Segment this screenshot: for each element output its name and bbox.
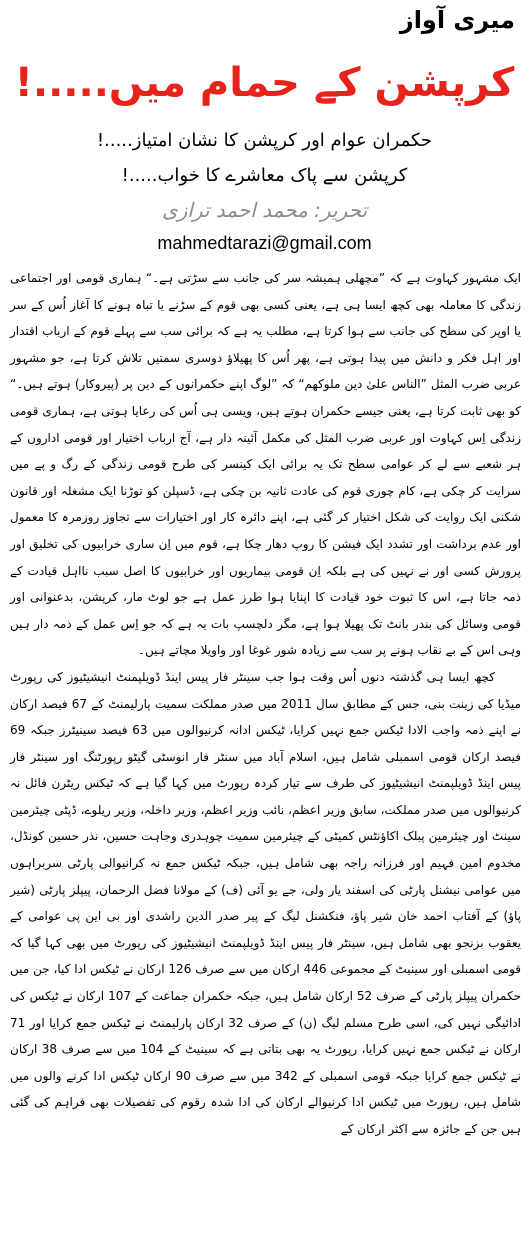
author-byline: تحریر: محمد احمد ترازی xyxy=(161,198,368,222)
subheadline-1: حکمران عوام اور کرپشن کا نشان امتیاز.....! xyxy=(96,130,433,151)
body-paragraph-2: کچھ ایسا ہی گذشتہ دنوں اُس وقت ہوا جب سینٹر فار پیس اینڈ ڈویلپمنٹ انیشیٹیوز کی رپورٹ میڈیا کی زینت بنی، جس کے مطابق سال 2011 میں صدر مملکت سمیت پارلیمنٹ کے 67 فیصد ارکان نے اپنے ذمہ واجب الادا ٹیکس جمع نہیں کرایا، ٹیکس ادانہ کرنیوالوں میں 63 فیصد سینیٹرز جبکہ 69 فیصد ارکان قومی اسمبلی شامل ہیں، اسلام آباد میں سنٹر فار انوسٹی گیٹو رپورٹنگ اور سینٹر فار پیس اینڈ ڈویلپمنٹ انیشیٹیوز کی طرف سے تیار کردہ رپورٹ میں کہا گیا ہے کہ ٹیکس ریٹرن فائل نہ کرنیوالوں میں صدر مملکت، سابق وزیر اعظم، نائب وزیر اعظم، وزیر داخلہ، وزیر ریلوے، ڈپٹی چیئرمین سینٹ اور چیئرمین پبلک اکاؤنٹس کمیٹی کے چیئرمین سمیت چوہدری وجاہت حسین، نذر حسین کونڈل، مخدوم امین فہیم اور فرزانہ راجہ بھی شامل ہیں، جبکہ ٹیکس جمع نہ کرانیوالی پارٹی سربراہوں میں عوامی نیشنل پارٹی کی اسفند یار ولی، جے یو آئی (ف) کے مولانا فضل الرحمان، پیپلز پارٹی (شیر پاؤ) کے آفتاب احمد خان شیر پاؤ، فنکشنل لیگ کے پیر صدر الدین راشدی اور بی این پی عوامی کے یعقوب بزنجو بھی شامل ہیں، سینٹر فار پیس اینڈ ڈویلپمنٹ انیشیٹیوز کی رپورٹ میں بھی کہا گیا کہ قومی اسمبلی اور سینیٹ کے مجموعی 446 ارکان میں سے صرف 126 ارکان نے ٹیکس ادا کیا، جن میں حکمران پیپلز پارٹی کے صرف 52 ارکان شامل ہیں، جبکہ حکمران جماعت کے 107 ارکان نے ٹیکس کی ادائیگی نہیں کی، اسی طرح مسلم لیگ (ن) کے صرف 32 ارکان پارلیمنٹ نے ٹیکس جمع کرایا اور 71 ارکان نے ٹیکس جمع نہیں کرایا، رپورٹ یہ بھی بتاتی ہے کہ سینیٹ کے 104 میں سے صرف 38 ارکان نے ٹیکس جمع کرایا جبکہ قومی اسمبلی کے 342 میں سے صرف 90 ارکان ٹیکس ادا کرنے والوں میں شامل ہیں، رپورٹ میں ٹیکس ادا کرنیوالے ارکان کی ادا شدہ رقوم کی تفصیلات بھی فراہم کی گئی ہیں جن کے جائزہ سے اکثر ارکان کے xyxy=(10,669,522,1136)
body-paragraph-1: ایک مشہور کہاوت ہے کہ ”مچھلی ہمیشہ سر کی جانب سے سڑتی ہے۔“ ہماری قومی اور اجتماعی زندگی کا معاملہ بھی کچھ ایسا ہی ہے، یعنی کسی بھی قوم کے سڑنے یا تباہ ہونے کا آغاز اُس کے سر یا اوپر کی سطح کی جانب سے ہوا کرتا ہے، مطلب یہ ہے کہ برائی سب سے پہلے قوم کے ارباب اقتدار اور اہل فکر و دانش میں پیدا ہوتی ہے، پھر اُس کا پھیلاؤ دوسری سمتیں تلاش کرتا ہے، جو مشہور عربی ضرب المثل ”الناس علیٰ دین ملوکھم“ کہ ”لوگ اپنے حکمرانوں کے دین پر (پیروکار) ہوتے ہیں۔“ کو بھی ثابت کرتا ہے، یعنی جیسے حکمران ہوتے ہیں، ویسی ہی اُس کی رعایا ہوتی ہے، ہماری قومی زندگی اِس کہاوت اور عربی ضرب المثل کی مکمل آئینہ دار ہے، آج ارباب اختیار اور قومی اداروں کے ہر شعبے سے لے کر عوامی سطح تک یہ برائی ایک کینسر کی طرح قومی زندگی کے رگ و پے میں سرایت کر چکی ہے، کام چوری قوم کی عادت ثانیہ بن چکی ہے، ڈسپلن کو توڑنا ایک مشغلہ اور قانون شکنی ایک روایت کی شکل اختیار کر گئی ہے، اپنے دائرہ کار اور اختیارات سے تجاوز روزمرہ کا معمول اور عدم برداشت اور تشدد ایک فیشن کا روپ دھار چکا ہے، قوم میں اِن ساری خرابیوں کی تخلیق اور پرورش کسی اور نے نہیں کی ہے بلکہ اِن قومی بیماریوں اور خرابیوں کا اصل سبب نااہل قیادت کے ذمہ جاتا ہے، اس کا ثبوت خود قیادت کا اپنایا ہوا طرز عمل ہے جو لوٹ مار، کرپشن، بدعنوانی اور قومی وسائل کی بندر بانٹ تک پھیلا ہوا ہے، مگر دلچسپ بات یہ ہے کہ جو اِس عمل کے ذمہ دار ہیں وہی اس کے بے نقاب ہونے پر سب سے زیادہ شور غوغا اور واویلا مچاتے ہیں۔ xyxy=(10,271,521,658)
column-title: میری آواز xyxy=(399,6,515,34)
article-body xyxy=(10,265,521,1143)
subheadline-2: کرپشن سے پاک معاشرے کا خواب.....! xyxy=(121,165,408,186)
author-email: mahmedtarazi@gmail.com xyxy=(157,233,372,253)
article-headline: کرپشن کے حمام میں.....! xyxy=(14,60,515,106)
